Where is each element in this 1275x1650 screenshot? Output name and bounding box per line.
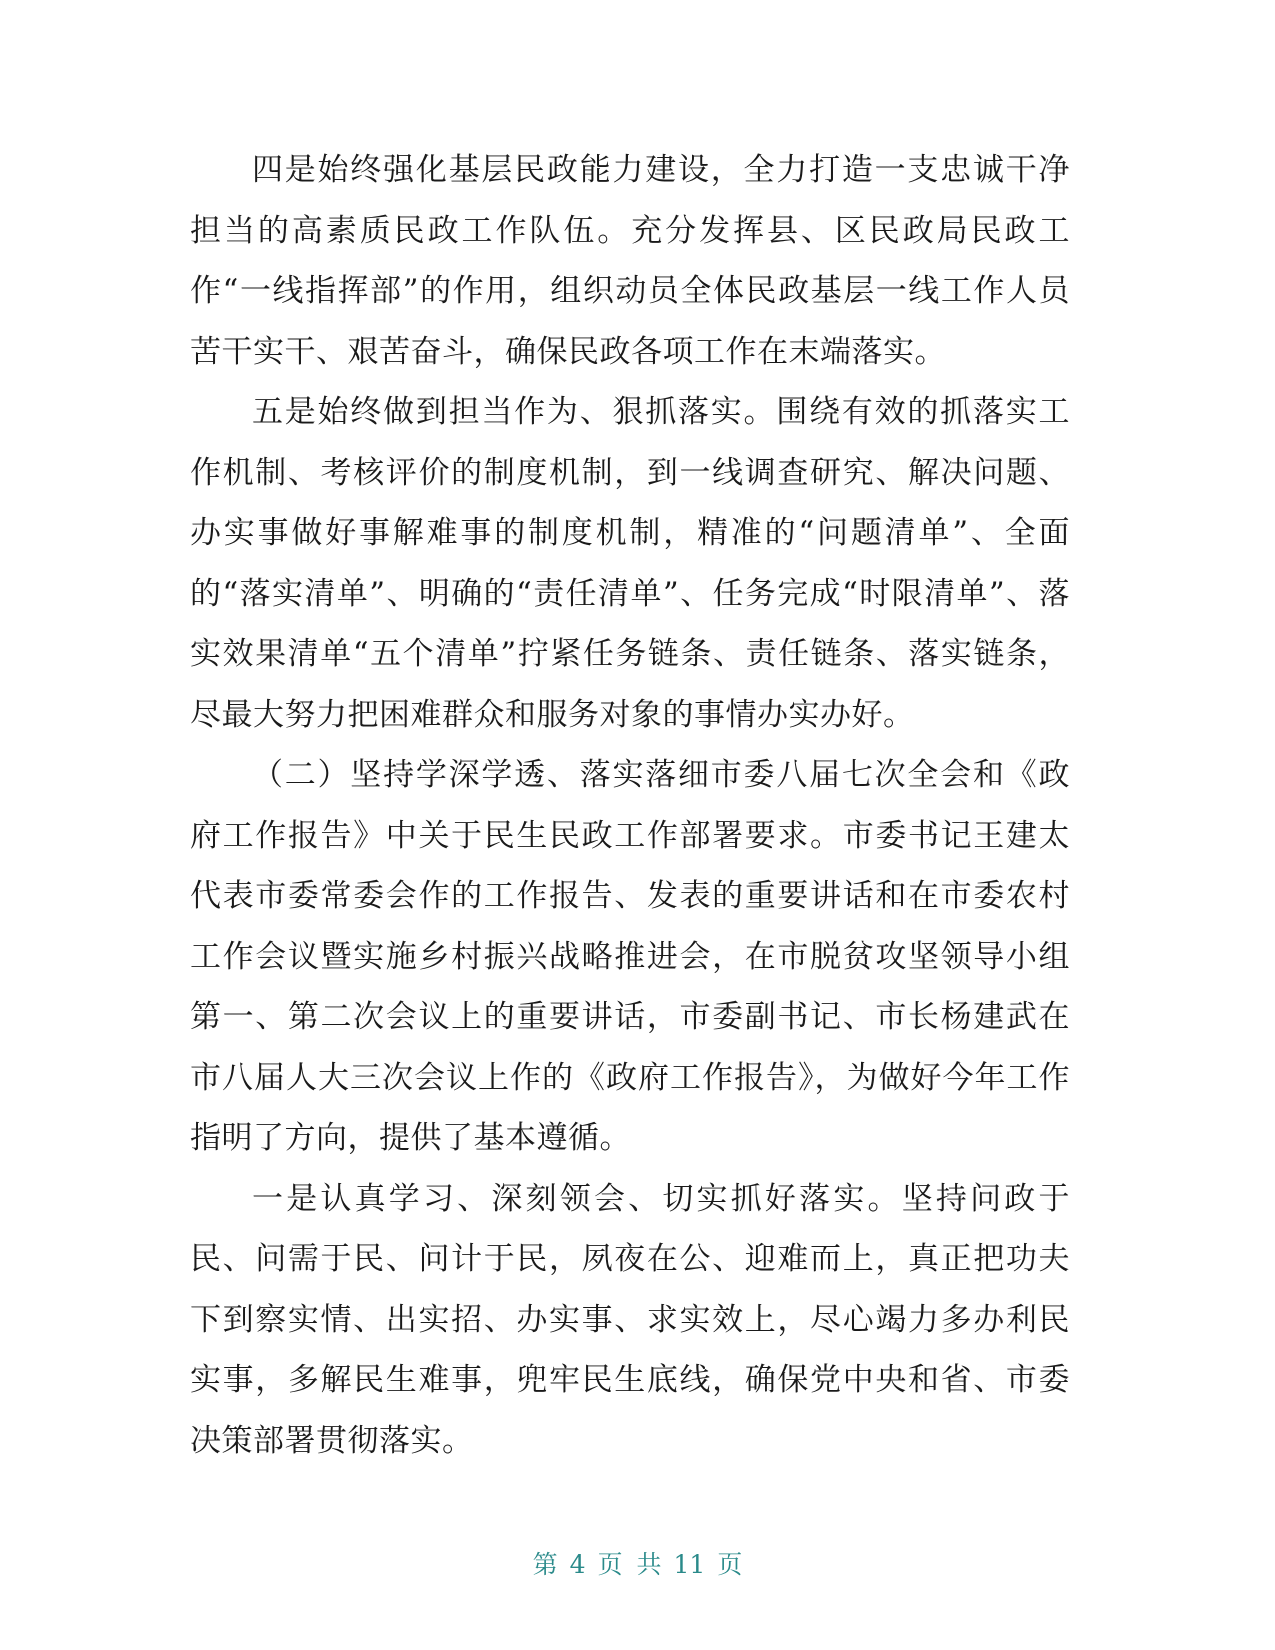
footer-page-number: 4 [569,1550,586,1579]
paragraph-2: 五是始终做到担当作为、狠抓落实。围绕有效的抓落实工作机制、考核评价的制度机制，到一线调查研究、解决问题、办实事做好事解难事的制度机制，精准的“问题清单”、全面的“落实清单”、明确的“责任清单”、任务完成“时限清单”、落实效果清单“五个清单”拧紧任务链条、责任链条、落实链条，尽最大努力把困难群众和服务对象的事情办实办好。 [190,394,1070,733]
paragraph-4: 一是认真学习、深刻领会、切实抓好落实。坚持问政于民、问需于民、问计于民，夙夜在公、迎难而上，真正把功夫下到察实情、出实招、办实事、求实效上，尽心竭力多办利民实事，多解民生难事，兜牢民生底线，确保党中央和省、市委决策部署贯彻落实。 [190,1180,1070,1459]
footer-total-pages: 11 [673,1550,706,1579]
document-body [190,140,1070,1471]
footer-suffix: 页 [717,1550,743,1579]
page-footer [0,1545,1275,1581]
footer-prefix: 第 [532,1550,558,1579]
footer-middle: 页 共 [597,1550,662,1579]
paragraph-3: （二）坚持学深学透、落实落细市委八届七次全会和《政府工作报告》中关于民生民政工作部署要求。市委书记王建太代表市委常委会作的工作报告、发表的重要讲话和在市委农村工作会议暨实施乡村振兴战略推进会，在市脱贫攻坚领导小组第一、第二次会议上的重要讲话，市委副书记、市长杨建武在市八届人大三次会议上作的《政府工作报告》，为做好今年工作指明了方向，提供了基本遵循。 [190,757,1070,1156]
paragraph-1: 四是始终强化基层民政能力建设，全力打造一支忠诚干净担当的高素质民政工作队伍。充分发挥县、区民政局民政工作“一线指挥部”的作用，组织动员全体民政基层一线工作人员苦干实干、艰苦奋斗，确保民政各项工作在末端落实。 [190,152,1070,370]
